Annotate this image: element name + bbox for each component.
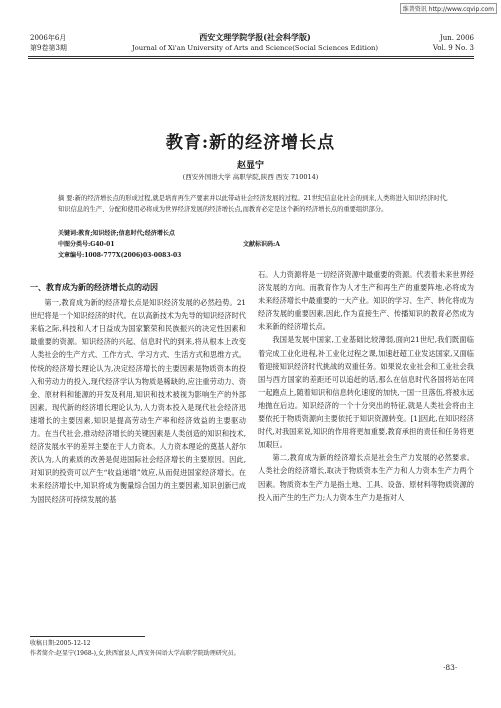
body-paragraph: 石。人力资源将是一切经济资源中最重要的资源。代表着未来世界经济发展的方向。而教育作为人才生产和再生产的重要阵地,必将成为未来经济增长中最重要的一大产业。知识的学习、生产、转化将成为经济发展的重要因素,因此,作为直接生产、传播知识的教育必然成为未来新的经济增长点。	[258, 270, 474, 332]
header-rule	[28, 56, 474, 57]
body-paragraph: 第二,教育成为新的经济增长点是社会生产力发展的必然要求。人类社会的经济增长,取决于物质资本生产力和人力资本生产力两个因素。物质资本生产力是指土地、工具、设备、原材料等物质资源的投入而产生的生产力;人力资本生产力是指对人	[258, 453, 474, 502]
header-date-en: Jun. 2006	[439, 34, 474, 42]
right-column	[258, 268, 474, 504]
header-volume-en: Vol. 9 No. 3	[432, 44, 474, 52]
section-heading: 一、教育成为新的经济增长点的动因	[30, 282, 158, 292]
body-paragraph: 第一,教育成为新的经济增长点是知识经济发展的必然趋势。21世纪将是一个知识经济的时代。在以高新技术为先导的知识经济时代来临之际,科技和人才日益成为国家繁荣和民族振兴的决定性因素和最重要的资源。知识经济的兴起、信息时代的到来,将从根本上改变人类社会的生产方式、工作方式、学习方式、生活方式和思维方式。传统的经济增长理论认为,决定经济增长的主要因素是物质资本的投入和劳动力的投入,现代经济学认为物质是稀缺的,应注重劳动力、资金、原材料和能源的开发及利用,知识和技术被视为影响生产的外部因素。现代新的经济增长理论认为,人力资本投入是现代社会经济迅速增长的主要因素,知识是提高劳动生产率和经济效益的主要驱动力。在当代社会,推动经济增长的关键因素是人类创造的知识和技术,经济发展水平的差异主要在于人力资本。人力资本理论的奠基人舒尔茨认为,人的素质的改善是促进国际社会经济增长的主要原因。因此,对知识的投资可以产生“收益递增”效应,从而促进国家经济增长。在未来经济增长中,知识将成为衡量综合国力的主要因素,知识创新已成为国民经济可持续发展的基	[30, 298, 246, 504]
page-number: ·83·	[443, 663, 458, 672]
watermark: 维普资讯 http://www.cqvip.com	[400, 3, 497, 14]
body-paragraph: 我国是发展中国家,工业基础比较薄弱,面向21世纪,我们既面临着完成工业化进程,补工业化过程之课,加速赶超工业发达国家,又面临着迎接知识经济时代挑战的双重任务。如果说农业社会和工业社会我国与西方国家的差距还可以追赶的话,那么在信息时代各国将站在同一起跑点上,随着知识和信息转化速度的加快,一国一旦落伍,将被永远地抛在后边。知识经济的一个十分突出的特征,就是人类社会将由主要依托于物质资源向主要依托于知识资源转变。[1]因此,在知识经济时代,对我国来说,知识的作用将更加重要,教育承担的责任和任务将更加艰巨。	[258, 335, 474, 450]
left-column	[30, 281, 246, 506]
journal-title-en: Journal of Xi'an University of Arts and Science(Social Sciences Edition)	[131, 44, 379, 52]
article-keywords: 关键词:教育;知识经济;信息时代;经济增长点	[58, 230, 175, 237]
header-rule-thin	[28, 58, 474, 59]
header-issue: 第9卷第3期	[30, 44, 67, 52]
article-affiliation: (西安外国语大学 高职学院,陕西 西安 710014)	[182, 173, 319, 181]
article-classification: 中图分类号:G40-01	[58, 241, 115, 248]
received-date: 收稿日期:2005-12-12	[30, 640, 91, 647]
article-title: 教育:新的经济增长点	[165, 133, 336, 153]
footnote-rule	[30, 636, 145, 637]
article-abstract: 摘 要:新的经济增长点的形成过程,就是培育再生产要素并以此带动社会经济发展的过程。21世纪信息化社会的到来,人类将进入知识经济时代,知识信息的生产、分配和使用必将成为世界经济发展的经济增长点,而教育必定是这个新的经济增长点的重要组织部分。	[58, 195, 448, 213]
author-bio: 作者简介:赵显宁(1968-),女,陕西富县人,西安外国语大学高职学院助理研究员。	[30, 650, 240, 657]
header-date: 2006年6月	[30, 34, 67, 42]
article-author: 赵显宁	[236, 161, 264, 171]
article-number: 文章编号:1008-777X(2006)03-0083-03	[58, 252, 182, 259]
journal-title-cn: 西安文理学院学报(社会科学版)	[199, 32, 311, 42]
article-doc-code: 文献标识码:A	[243, 241, 280, 248]
